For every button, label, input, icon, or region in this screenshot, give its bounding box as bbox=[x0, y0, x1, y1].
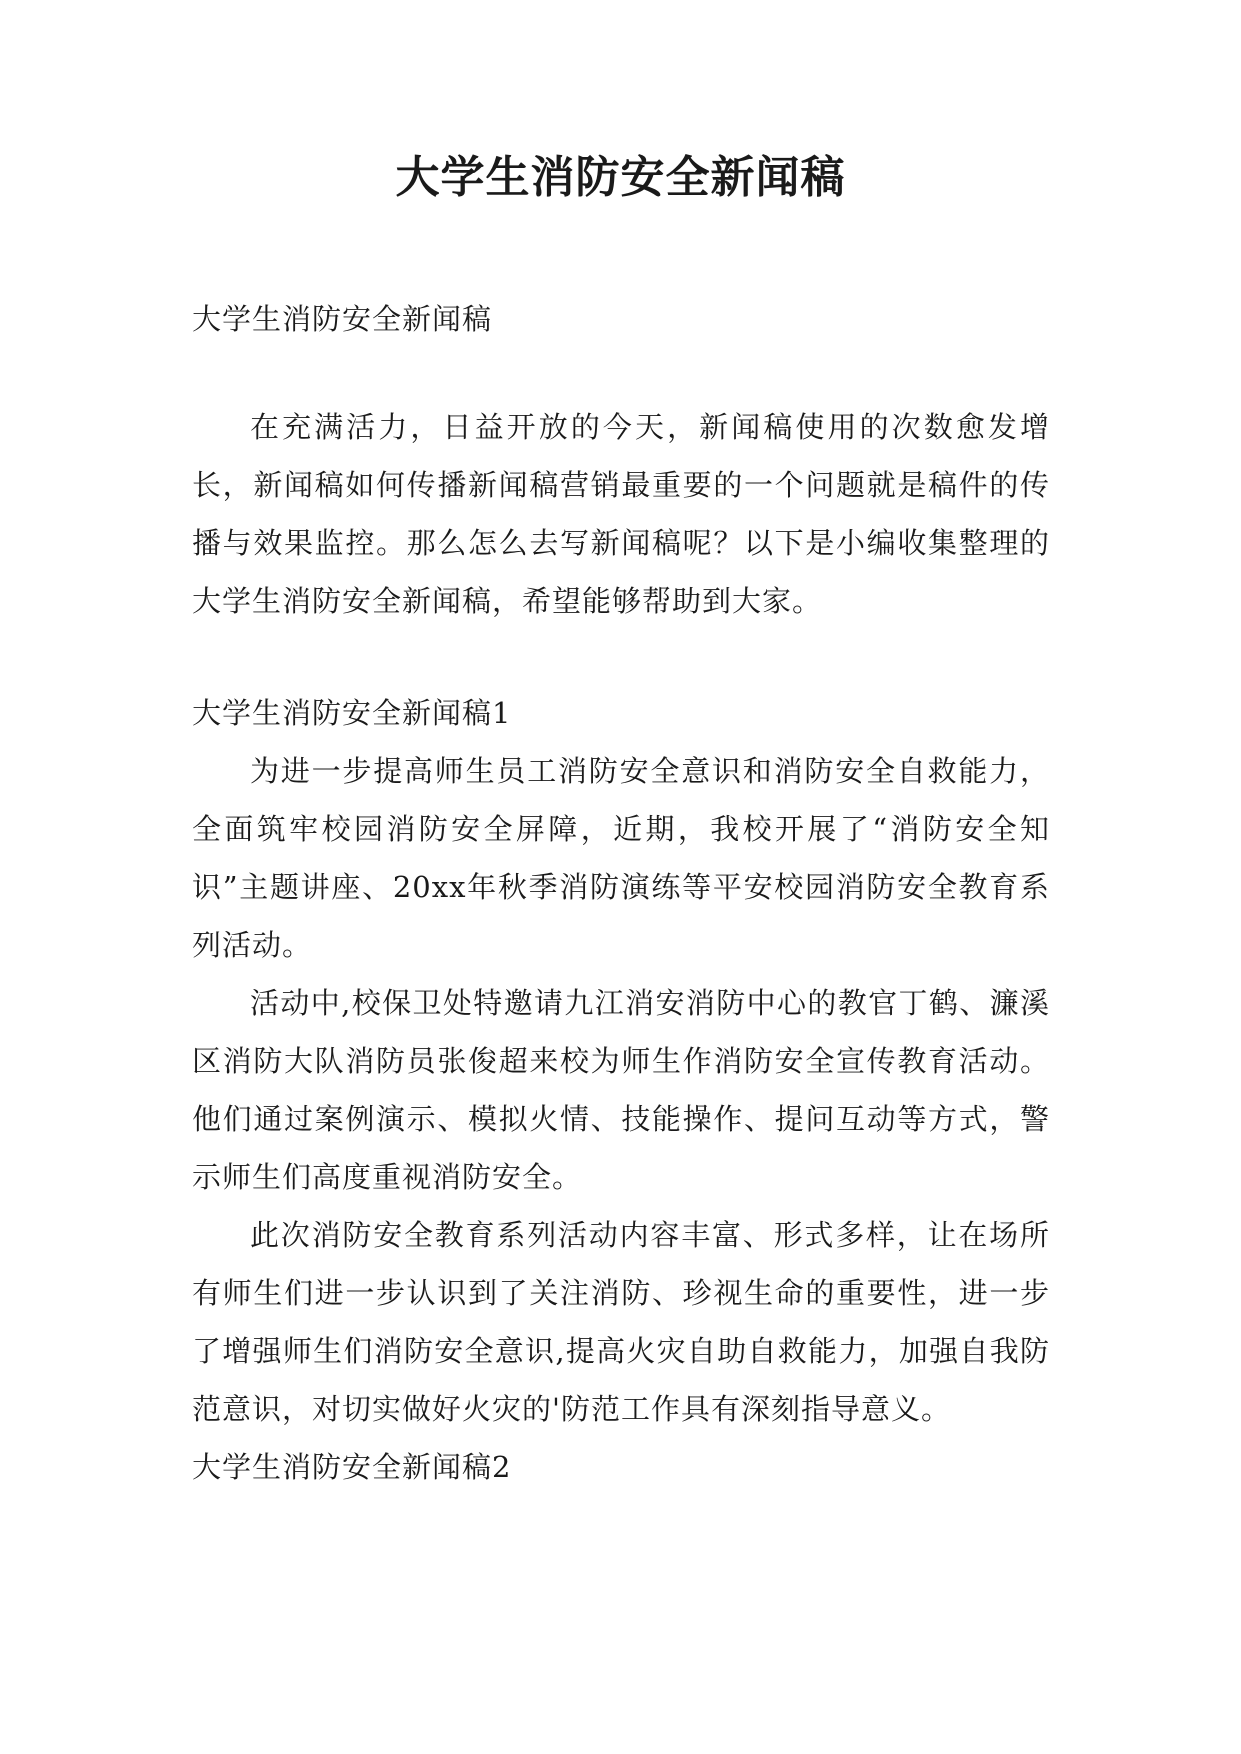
section-1-paragraph-2: 活动中,校保卫处特邀请九江消安消防中心的教官丁鹤、濂溪区消防大队消防员张俊超来校为师生作消防安全宣传教育活动。他们通过案例演示、模拟火情、技能操作、提问互动等方式，警示师生们高度重视消防安全。 bbox=[192, 986, 1050, 1194]
intro-paragraph: 在充满活力，日益开放的今天，新闻稿使用的次数愈发增长，新闻稿如何传播新闻稿营销最重要的一个问题就是稿件的传播与效果监控。那么怎么去写新闻稿呢？以下是小编收集整理的大学生消防安全新闻稿，希望能够帮助到大家。 bbox=[192, 410, 1050, 618]
section-1-paragraph-1: 为进一步提高师生员工消防安全意识和消防安全自救能力，全面筑牢校园消防安全屏障，近期，我校开展了“消防安全知识”主题讲座、20xx年秋季消防演练等平安校园消防安全教育系列活动。 bbox=[192, 754, 1050, 962]
document-title: 大学生消防安全新闻稿 bbox=[395, 152, 846, 203]
document-body bbox=[192, 290, 1050, 1496]
document-subtitle: 大学生消防安全新闻稿 bbox=[192, 302, 493, 336]
section-heading-2: 大学生消防安全新闻稿2 bbox=[192, 1450, 512, 1484]
section-heading-1: 大学生消防安全新闻稿1 bbox=[192, 696, 512, 730]
section-1-paragraph-3: 此次消防安全教育系列活动内容丰富、形式多样，让在场所有师生们进一步认识到了关注消防、珍视生命的重要性，进一步了增强师生们消防安全意识,提高火灾自助自救能力，加强自我防范意识，对切实做好火灾的'防范工作具有深刻指导意义。 bbox=[192, 1218, 1050, 1426]
